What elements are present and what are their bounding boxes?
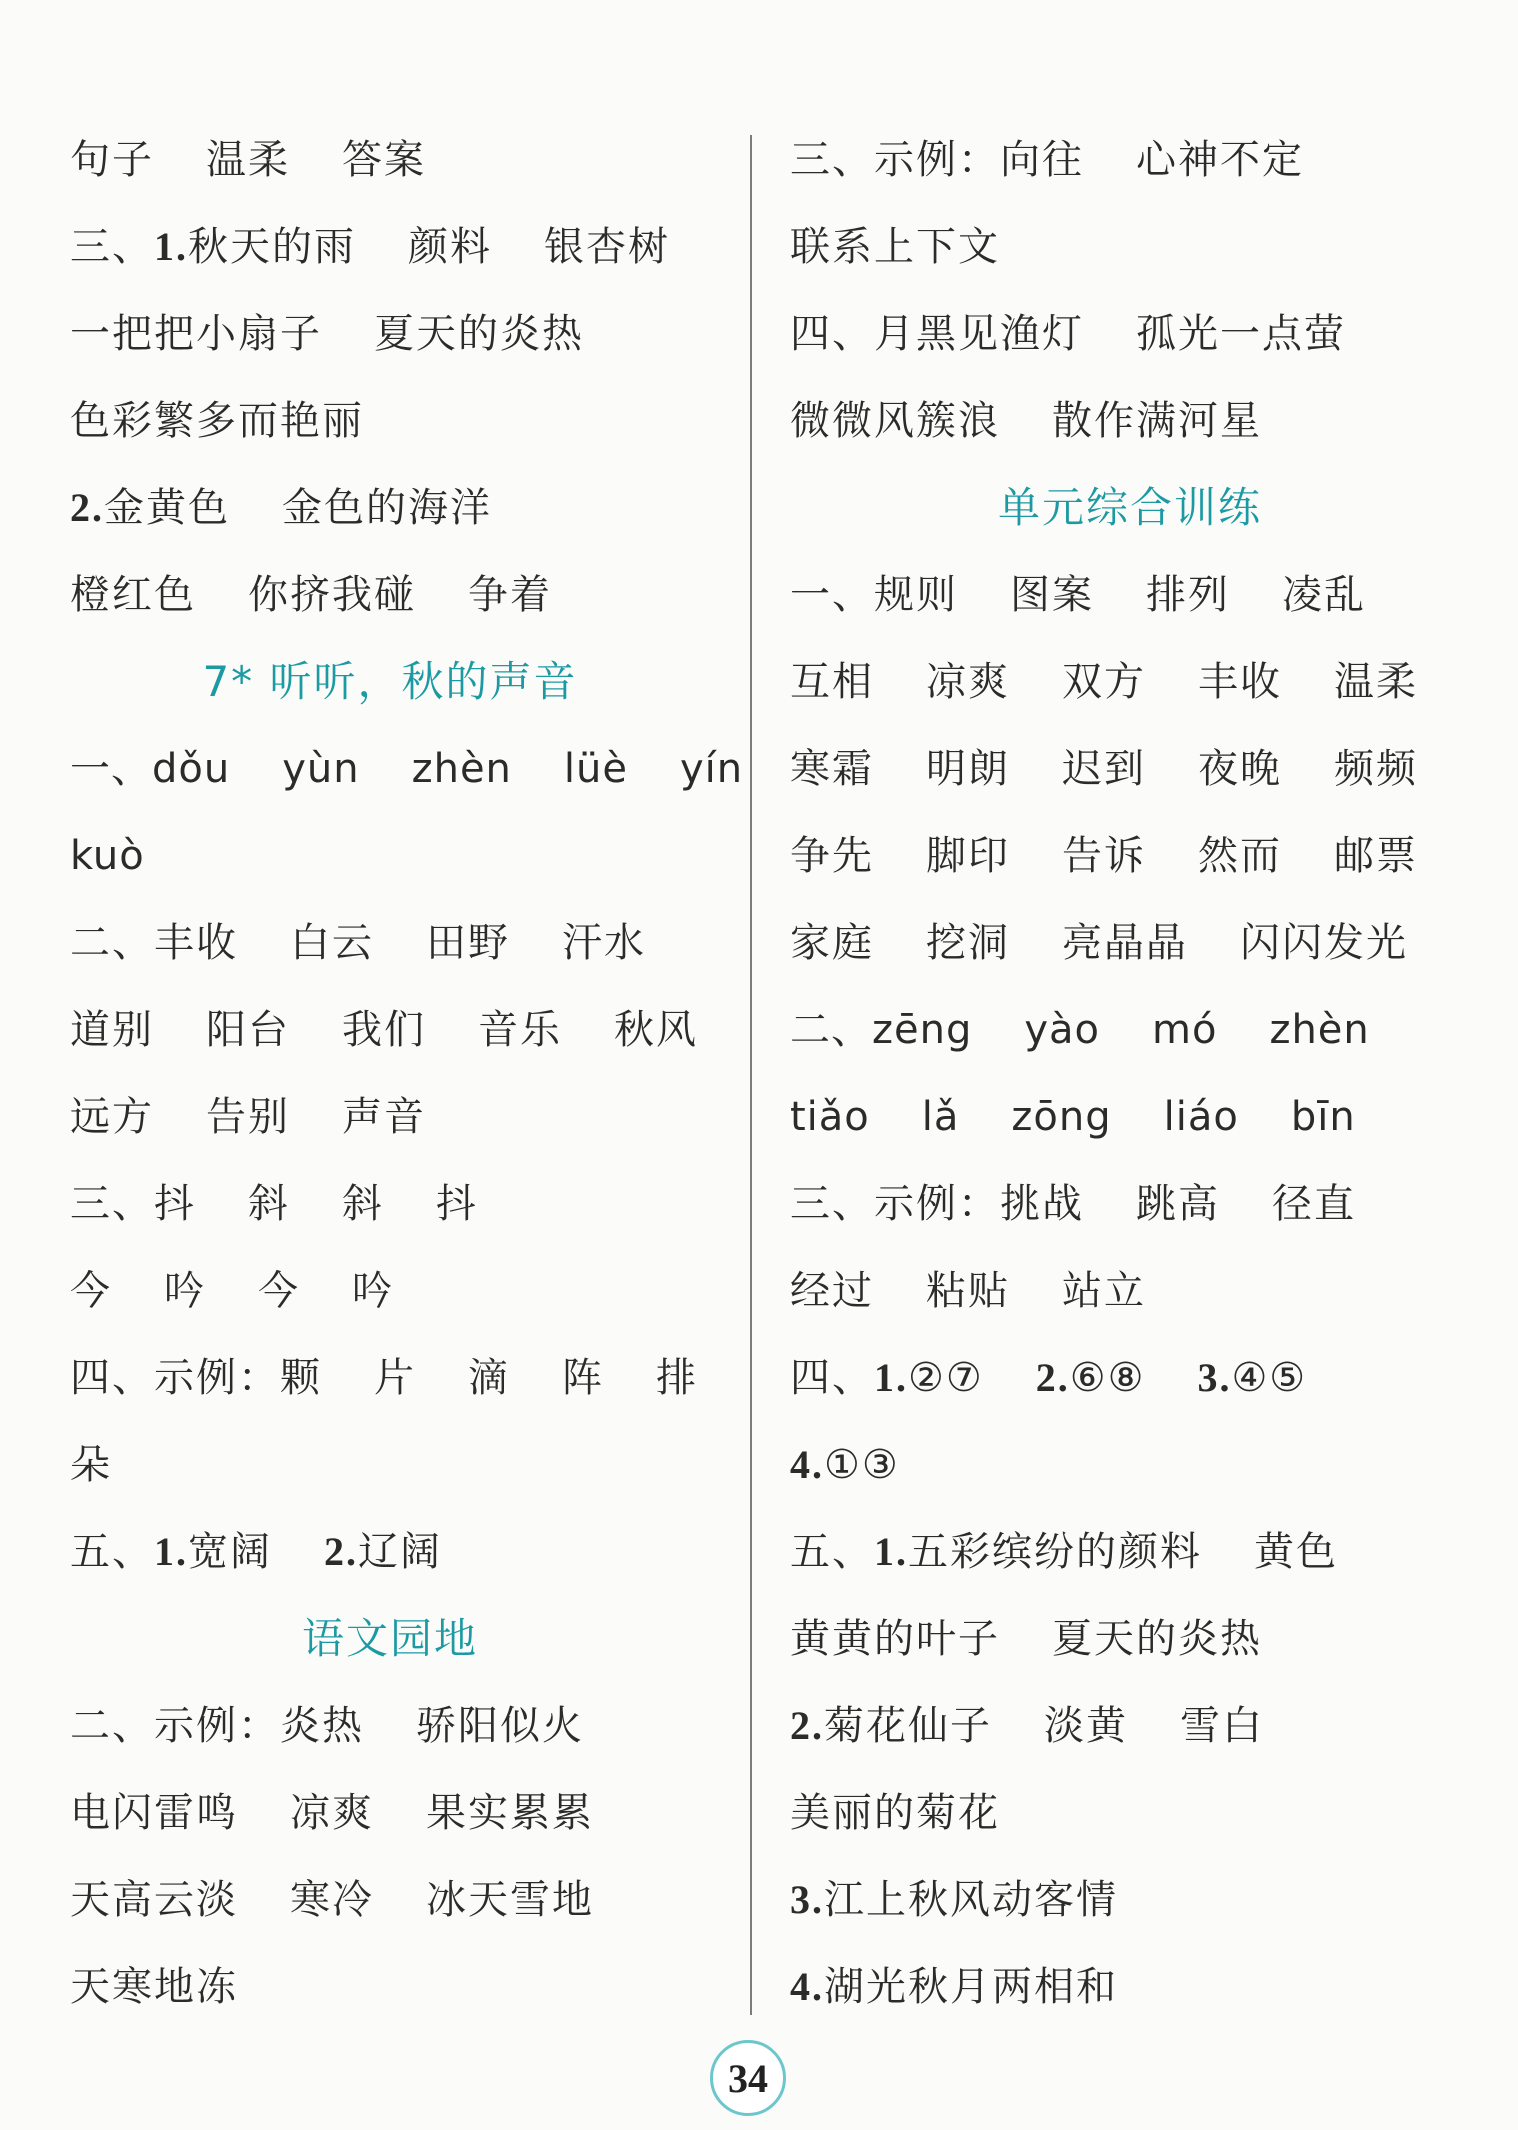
answer-line: 一把把小扇子 夏天的炎热 bbox=[70, 311, 584, 357]
answer-line: 色彩繁多而艳丽 bbox=[70, 398, 364, 444]
answer-line: 2.金黄色 金色的海洋 bbox=[70, 485, 492, 531]
answer-line: 2.菊花仙子 淡黄 雪白 bbox=[790, 1703, 1264, 1749]
answer-line: 家庭 挖洞 亮晶晶 闪闪发光 bbox=[790, 920, 1408, 966]
column-divider bbox=[750, 135, 752, 2015]
answer-line: 二、示例：炎热 骄阳似火 bbox=[70, 1703, 584, 1749]
answer-line: 天寒地冻 bbox=[70, 1964, 238, 2010]
answer-line: 一、dǒu yùn zhèn lüè yín bbox=[70, 746, 744, 792]
answer-line: 句子 温柔 答案 bbox=[70, 137, 426, 183]
answer-line: 朵 bbox=[70, 1442, 112, 1488]
answer-line: 五、1.宽阔 2.辽阔 bbox=[70, 1529, 442, 1575]
answer-line: 互相 凉爽 双方 丰收 温柔 bbox=[790, 659, 1418, 705]
answer-line: 二、zēng yào mó zhèn bbox=[790, 1007, 1370, 1053]
answer-line: 道别 阳台 我们 音乐 秋风 bbox=[70, 1007, 698, 1053]
answer-line: 三、1.秋天的雨 颜料 银杏树 bbox=[70, 224, 670, 270]
answer-line: tiǎo lǎ zōng liáo bīn bbox=[790, 1094, 1356, 1140]
answer-line: 4.湖光秋月两相和 bbox=[790, 1964, 1118, 2010]
answer-line: 四、1.②⑦ 2.⑥⑧ 3.④⑤ bbox=[790, 1355, 1308, 1401]
section-heading: 7* 听听，秋的声音 bbox=[202, 657, 578, 706]
answer-line: 今 吟 今 吟 bbox=[70, 1268, 394, 1314]
answer-line: 电闪雷鸣 凉爽 果实累累 bbox=[70, 1790, 594, 1836]
answer-line: 二、丰收 白云 田野 汗水 bbox=[70, 920, 646, 966]
answer-line: 经过 粘贴 站立 bbox=[790, 1268, 1146, 1314]
answer-line: 寒霜 明朗 迟到 夜晚 频频 bbox=[790, 746, 1418, 792]
answer-line: 橙红色 你挤我碰 争着 bbox=[70, 572, 552, 618]
answer-line: 一、规则 图案 排列 凌乱 bbox=[790, 572, 1366, 618]
answer-line: 四、示例：颗 片 滴 阵 排 bbox=[70, 1355, 698, 1401]
answer-line: 三、示例：向往 心神不定 bbox=[790, 137, 1304, 183]
answer-line: 黄黄的叶子 夏天的炎热 bbox=[790, 1616, 1262, 1662]
answer-line: 美丽的菊花 bbox=[790, 1790, 1000, 1836]
answer-line: 四、月黑见渔灯 孤光一点萤 bbox=[790, 311, 1346, 357]
answer-line: 天高云淡 寒冷 冰天雪地 bbox=[70, 1877, 594, 1923]
answer-line: 3.江上秋风动客情 bbox=[790, 1877, 1118, 1923]
answer-line: 4.①③ bbox=[790, 1442, 900, 1488]
page-number: 34 bbox=[710, 2040, 786, 2116]
answer-line: kuò bbox=[70, 833, 145, 879]
answer-line: 争先 脚印 告诉 然而 邮票 bbox=[790, 833, 1418, 879]
answer-line: 远方 告别 声音 bbox=[70, 1094, 426, 1140]
answer-line: 微微风簇浪 散作满河星 bbox=[790, 398, 1262, 444]
answer-line: 五、1.五彩缤纷的颜料 黄色 bbox=[790, 1529, 1338, 1575]
answer-line: 三、抖 斜 斜 抖 bbox=[70, 1181, 478, 1227]
section-heading: 单元综合训练 bbox=[997, 483, 1262, 532]
answer-line: 三、示例：挑战 跳高 径直 bbox=[790, 1181, 1356, 1227]
answer-line: 联系上下文 bbox=[790, 224, 1000, 270]
section-heading: 语文园地 bbox=[301, 1614, 478, 1663]
